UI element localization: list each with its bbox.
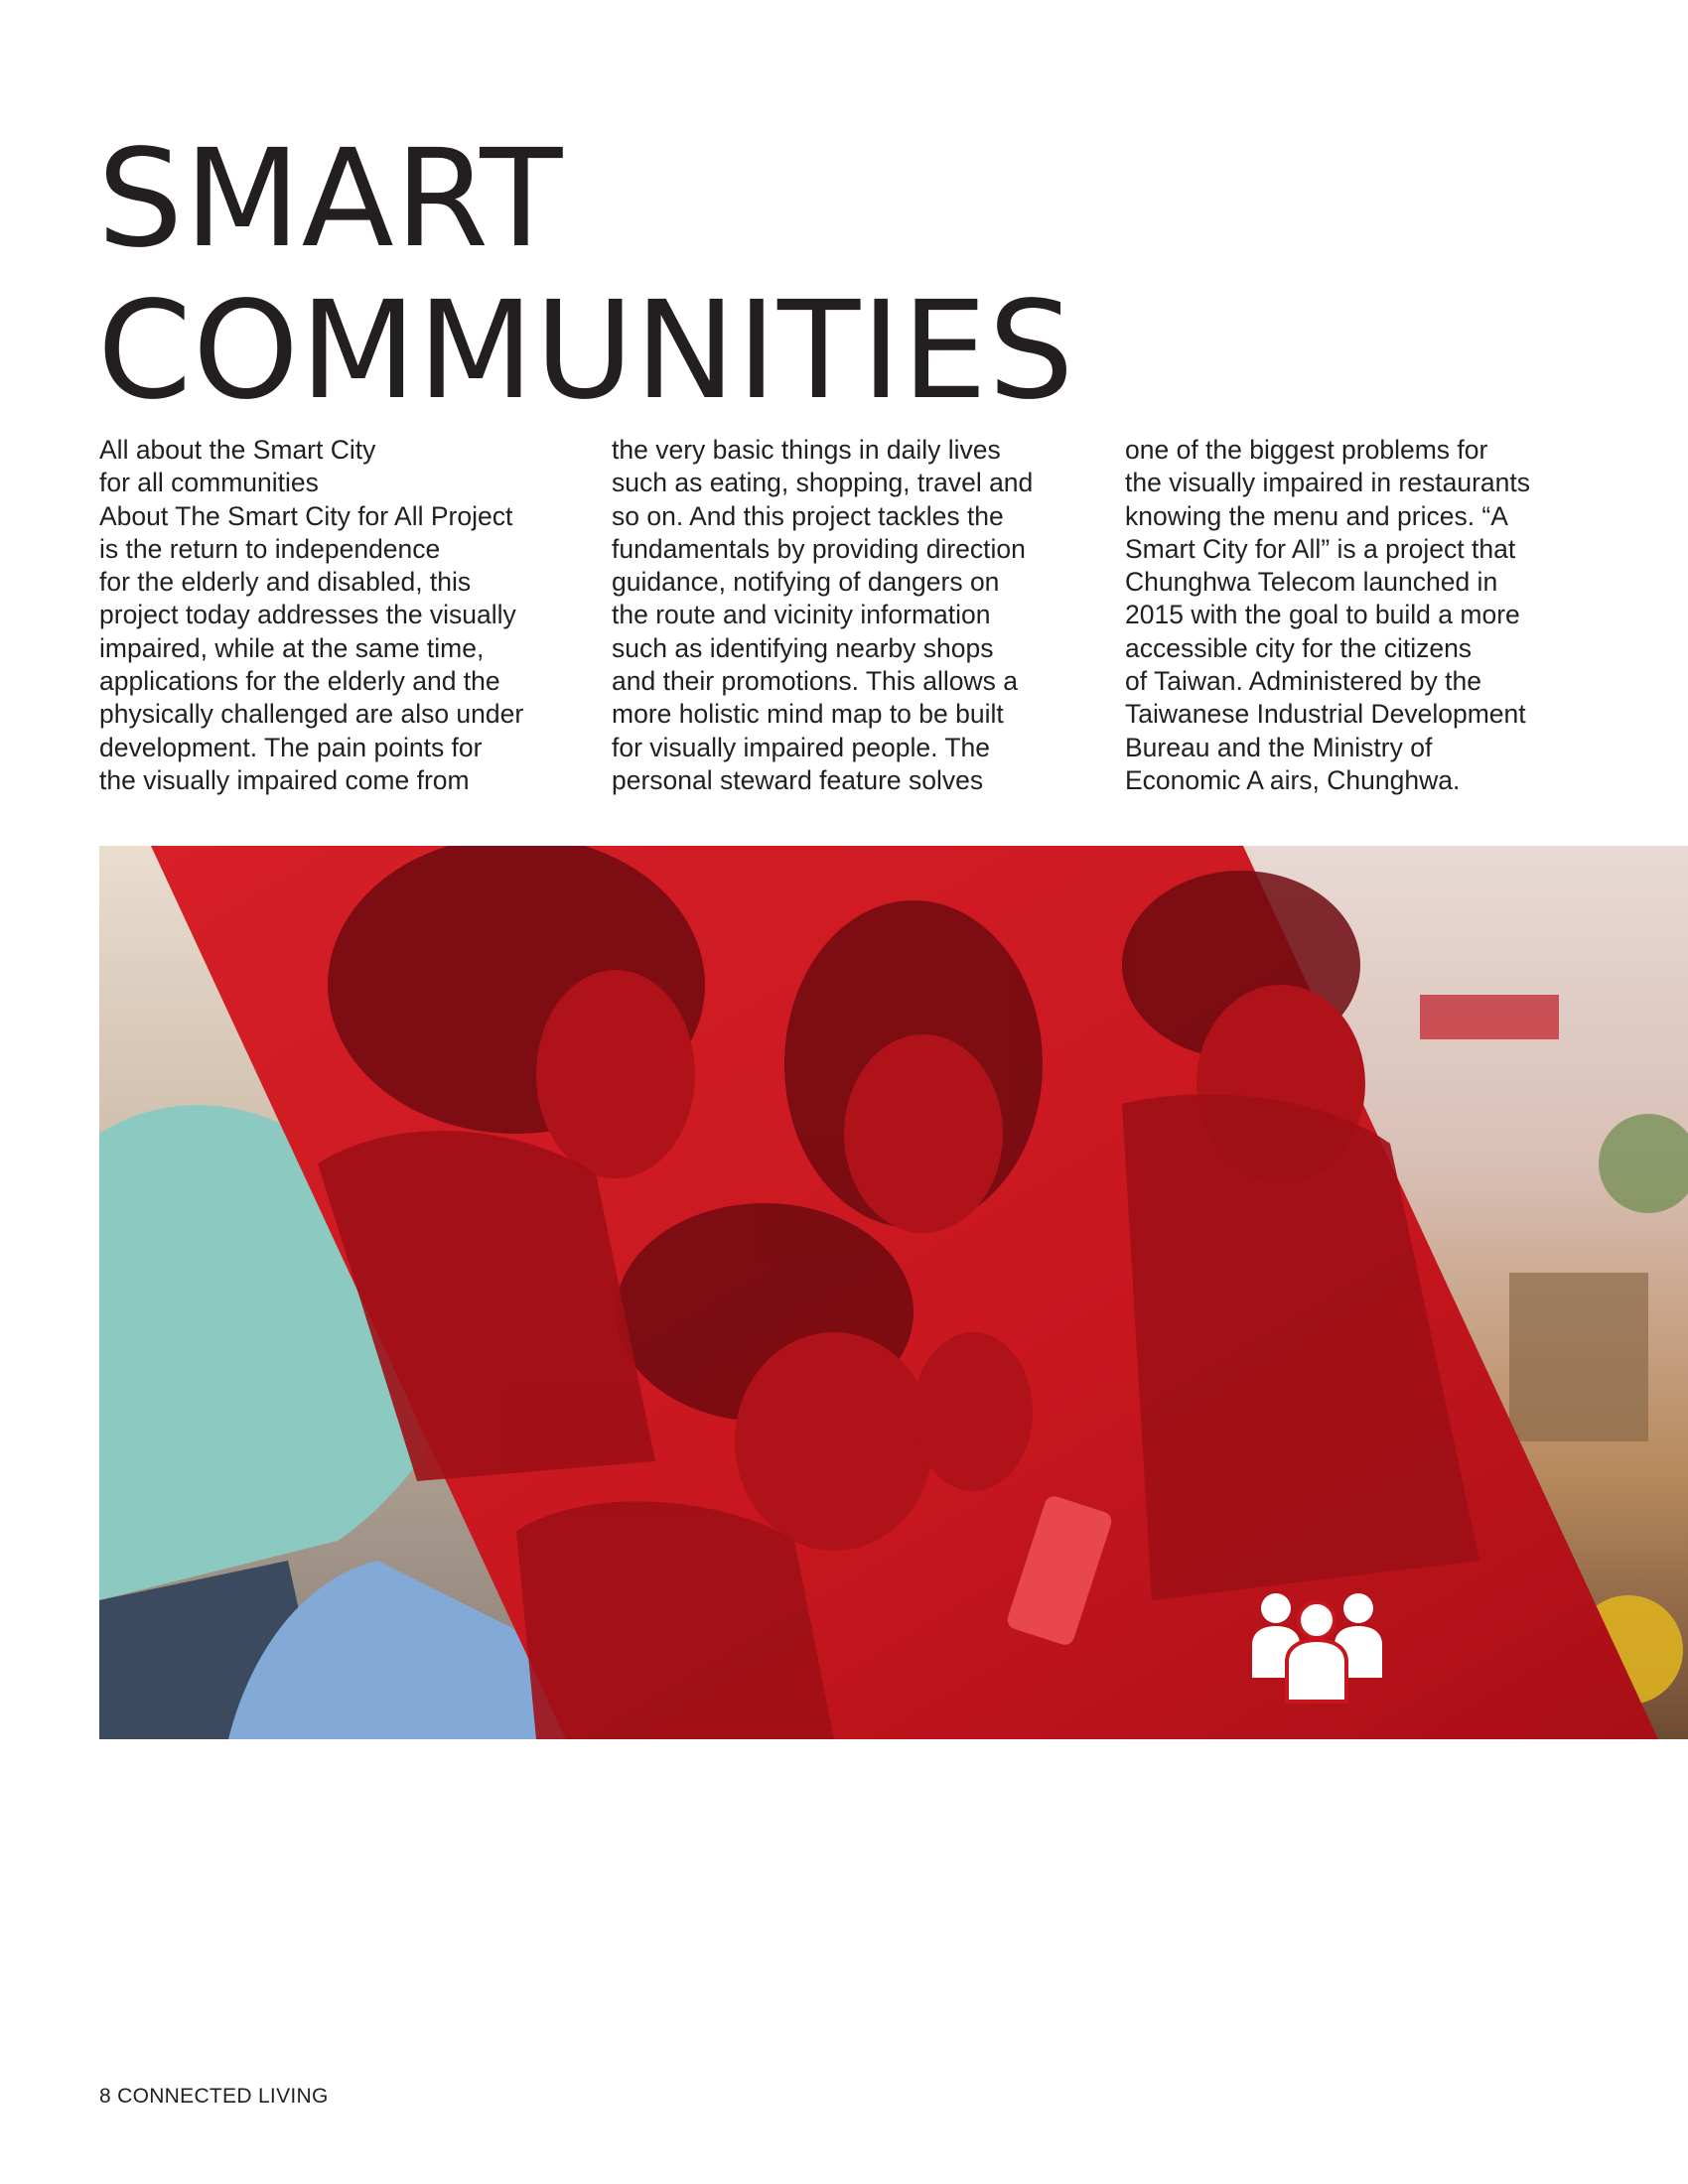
text-line: About The Smart City for All Project [99, 500, 513, 531]
text-line: Chunghwa Telecom launched in [1125, 567, 1498, 598]
text-line: Economic A airs, Chunghwa. [1125, 764, 1461, 795]
body-column-3 [1125, 434, 1592, 797]
page-title [97, 121, 1075, 430]
text-line: 2015 with the goal to build a more [1125, 600, 1520, 630]
hero-photo-illustration [99, 846, 1688, 1739]
text-line: development. The pain points for [99, 732, 483, 762]
text-line: of Taiwan. Administered by the [1125, 666, 1481, 697]
text-line: the visually impaired come from [99, 764, 470, 795]
text-line: guidance, notifying of dangers on [612, 567, 1000, 598]
text-line: is the return to independence [99, 533, 441, 564]
cafe-window [1509, 1273, 1648, 1441]
text-line: for visually impaired people. The [612, 732, 991, 762]
face [536, 970, 695, 1178]
text-line: Smart City for All” is a project that [1125, 533, 1516, 564]
text-line: knowing the menu and prices. “A [1125, 500, 1508, 531]
text-line: Bureau and the Ministry of [1125, 732, 1433, 762]
text-line: the very basic things in daily lives [612, 435, 1001, 465]
person-left-head [1261, 1593, 1291, 1623]
text-line: the visually impaired in restaurants [1125, 468, 1530, 498]
text-line: Taiwanese Industrial Development [1125, 699, 1526, 730]
face [914, 1332, 1033, 1491]
text-line: and their promotions. This allows a [612, 666, 1018, 697]
body-column-1 [99, 434, 566, 797]
hero-photo [99, 846, 1688, 1739]
person-right-head [1343, 1593, 1373, 1623]
text-line: one of the biggest problems for [1125, 435, 1488, 465]
text-line: for the elderly and disabled, this [99, 567, 472, 598]
gray-shirt [516, 1501, 834, 1739]
face [735, 1332, 933, 1551]
page-title-line-1: SMART [97, 121, 564, 278]
text-line: personal steward feature solves [612, 764, 984, 795]
body-column-2 [612, 434, 1078, 797]
text-line: project today addresses the visually [99, 600, 516, 630]
text-line: so on. And this project tackles the [612, 500, 1004, 531]
text-line: such as eating, shopping, travel and [612, 468, 1034, 498]
page-title-line-2: COMMUNITIES [97, 273, 1075, 430]
face [844, 1034, 1003, 1233]
text-line: the route and vicinity information [612, 600, 991, 630]
text-line: impaired, while at the same time, [99, 632, 485, 663]
person-center-head [1299, 1602, 1335, 1638]
text-line: more holistic mind map to be built [612, 699, 1004, 730]
text-line: such as identifying nearby shops [612, 632, 994, 663]
text-line: fundamentals by providing direction [612, 533, 1026, 564]
text-line: All about the Smart City [99, 435, 376, 465]
text-line: physically challenged are also under [99, 699, 524, 730]
page-footer: 8 CONNECTED LIVING [99, 2085, 329, 2108]
text-line: accessible city for the citizens [1125, 632, 1473, 663]
person-center-body [1287, 1640, 1346, 1702]
text-line: for all communities [99, 468, 319, 498]
awning [1420, 995, 1559, 1039]
text-line: applications for the elderly and the [99, 666, 500, 697]
body-text-columns [99, 434, 1569, 811]
